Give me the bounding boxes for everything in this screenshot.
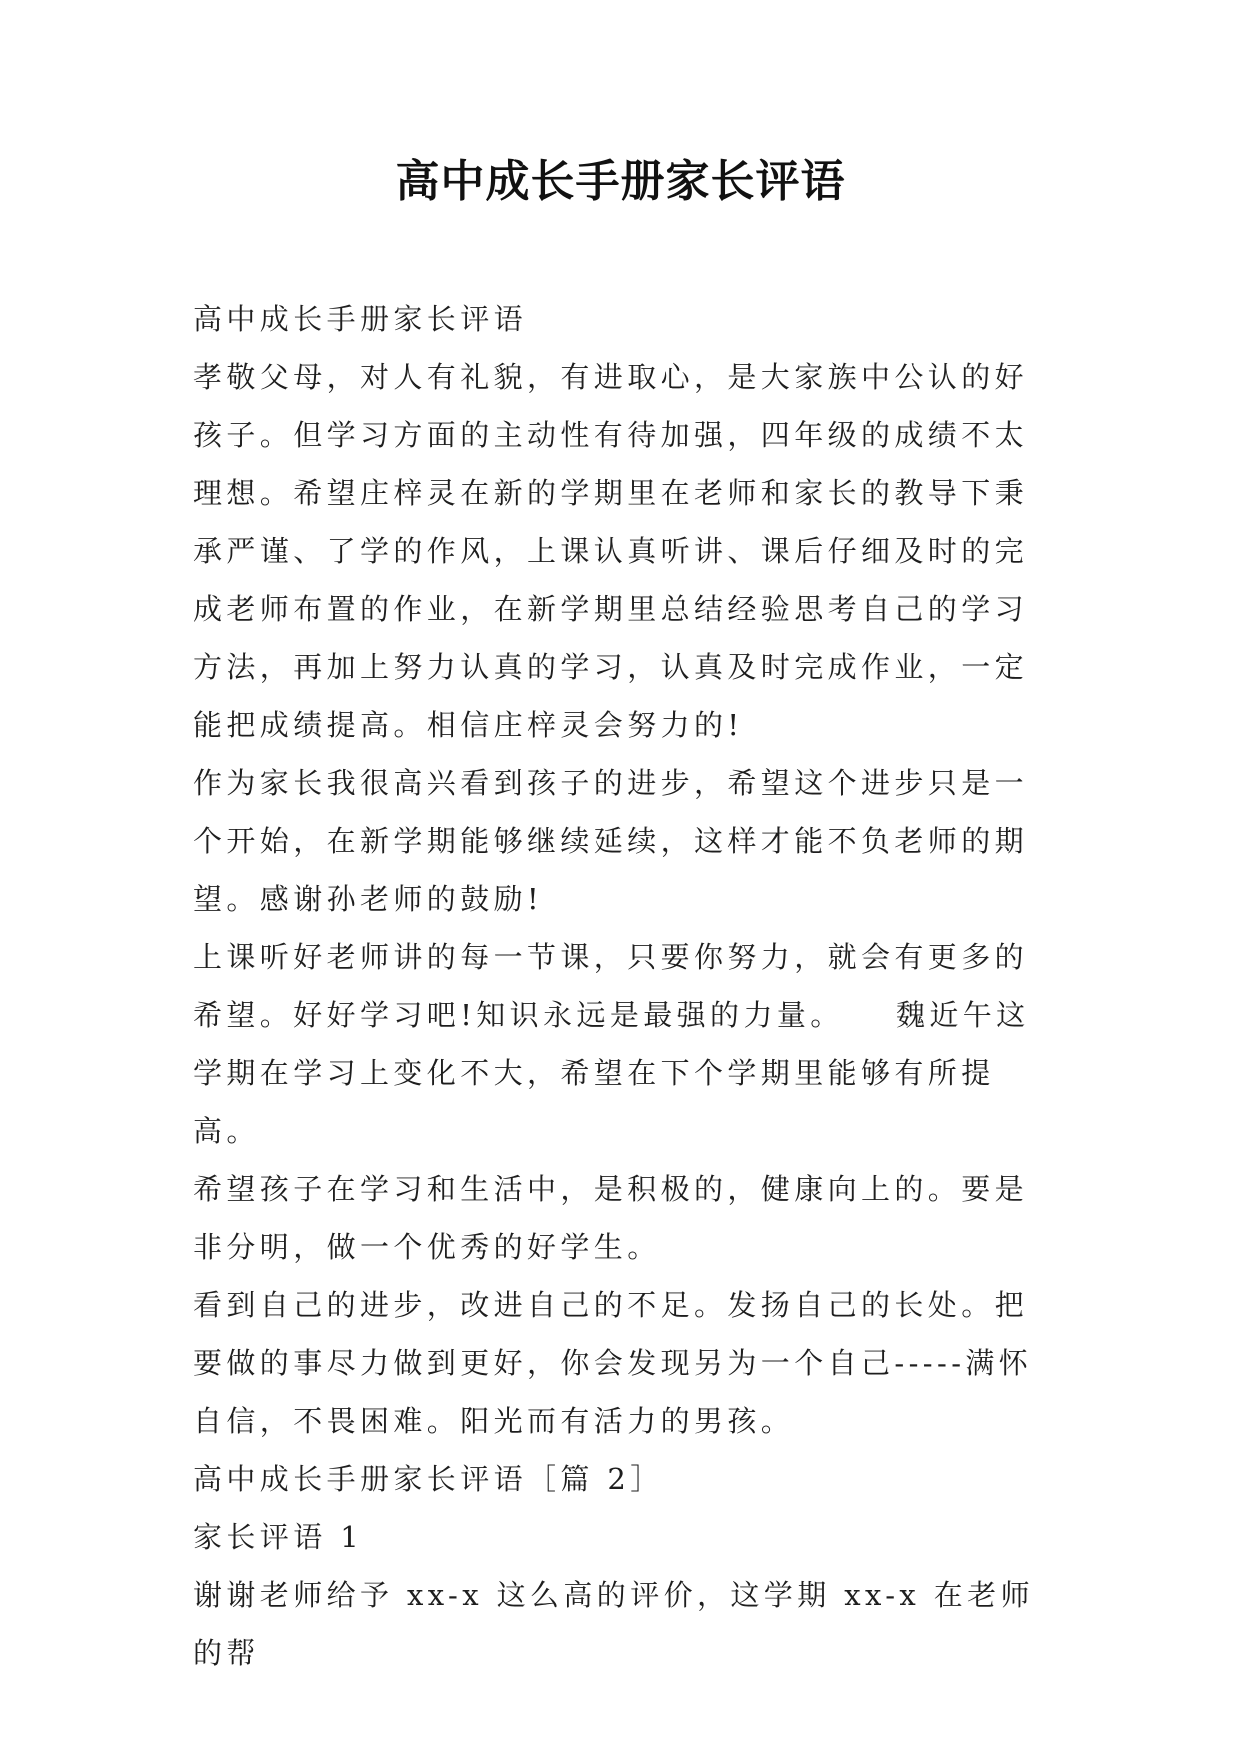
- paragraph: 看到自己的进步，改进自己的不足。发扬自己的长处。把要做的事尽力做到更好，你会发现另为一个自己-----满怀自信，不畏困难。阳光而有活力的男孩。: [193, 1288, 1033, 1438]
- paragraph-subtitle: 高中成长手册家长评语: [193, 302, 528, 336]
- document-body: [193, 290, 1055, 1682]
- paragraph: 孝敬父母，对人有礼貌，有进取心，是大家族中公认的好孩子。但学习方面的主动性有待加强，四年级的成绩不太理想。希望庄梓灵在新的学期里在老师和家长的教导下秉承严谨、了学的作风，上课认真听讲、课后仔细及时的完成老师布置的作业，在新学期里总结经验思考自己的学习方法，再加上努力认真的学习，认真及时完成作业，一定能把成绩提高。相信庄梓灵会努力的!: [193, 360, 1029, 742]
- paragraph: 希望孩子在学习和生活中，是积极的，健康向上的。要是非分明，做一个优秀的好学生。: [193, 1172, 1029, 1264]
- document-title: 高中成长手册家长评语: [395, 156, 846, 207]
- sub-heading: 家长评语 1: [193, 1520, 364, 1554]
- section-heading: 高中成长手册家长评语［篇 2］: [193, 1462, 664, 1496]
- paragraph: 谢谢老师给予 xx-x 这么高的评价，这学期 xx-x 在老师的帮: [193, 1578, 1034, 1670]
- paragraph: 上课听好老师讲的每一节课，只要你努力，就会有更多的希望。好好学习吧!知识永远是最强的力量。 魏近午这学期在学习上变化不大，希望在下个学期里能够有所提高。: [193, 940, 1030, 1148]
- paragraph: 作为家长我很高兴看到孩子的进步，希望这个进步只是一个开始，在新学期能够继续延续，这样才能不负老师的期望。感谢孙老师的鼓励!: [193, 766, 1029, 916]
